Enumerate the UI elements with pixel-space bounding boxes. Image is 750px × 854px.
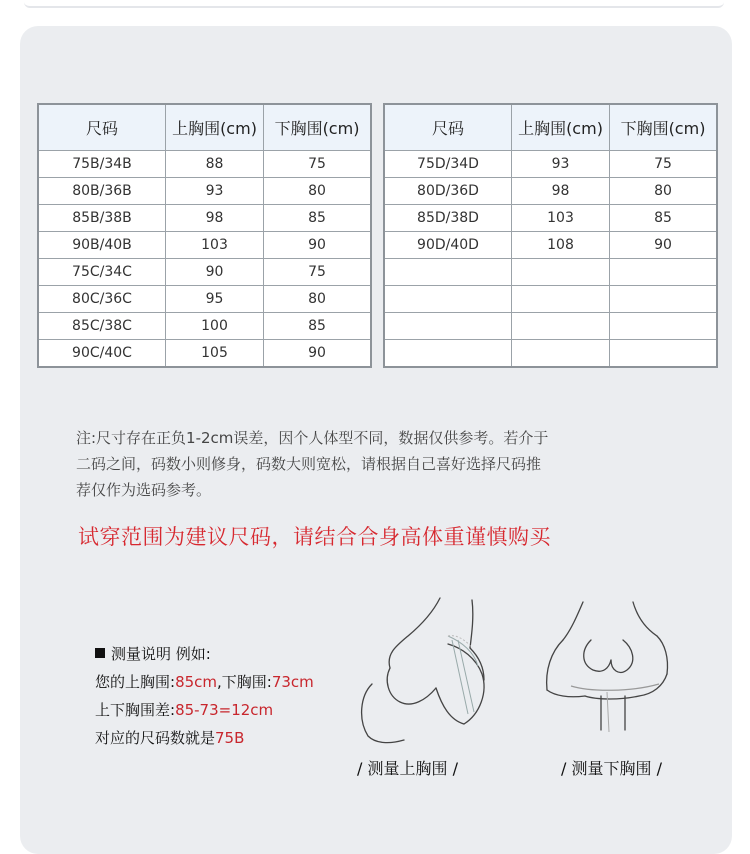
cell-size: 90B/40B [39,232,166,259]
table-row-empty [385,259,717,286]
cell-size: 85D/38D [385,205,512,232]
upper-value: 85cm [175,673,218,691]
cell-upper: 93 [166,178,264,205]
cell-size [385,286,512,313]
header-under-bust: 下胸围(cm) [264,105,371,151]
table-row [39,205,371,232]
cell-size: 80C/36C [39,286,166,313]
lower-prefix: ,下胸围: [217,673,272,691]
cell-under: 80 [264,178,371,205]
size-note [76,425,616,503]
cell-size [385,313,512,340]
diff-prefix: 上下胸围差: [95,701,176,719]
cell-under [610,313,717,340]
square-bullet-icon [95,648,105,658]
cell-upper: 108 [512,232,610,259]
cell-under [610,259,717,286]
measure-instructions [95,640,314,752]
header-upper-bust: 上胸围(cm) [166,105,264,151]
header-under-bust: 下胸围(cm) [610,105,717,151]
header-size: 尺码 [39,105,166,151]
cell-upper: 103 [166,232,264,259]
table-row-empty [385,286,717,313]
top-card-edge [24,0,724,8]
cell-upper: 105 [166,340,264,367]
header-upper-bust: 上胸围(cm) [512,105,610,151]
cell-upper [512,340,610,367]
cell-under: 85 [264,205,371,232]
table-row [385,205,717,232]
note-line: 注:尺寸存在正负1-2cm误差，因个人体型不同，数据仅供参考。若介于 [76,429,549,447]
table-row-empty [385,313,717,340]
cell-size: 90C/40C [39,340,166,367]
table-row-empty [385,340,717,367]
cell-under: 80 [264,286,371,313]
cell-under: 75 [264,151,371,178]
table-header-row [39,105,371,151]
cell-size: 75B/34B [39,151,166,178]
cell-size: 75D/34D [385,151,512,178]
cell-under: 75 [610,151,717,178]
measure-line-bust [95,668,314,696]
measure-line-result [95,724,314,752]
under-bust-measure-illustration [541,600,681,740]
caption-upper-bust: / 测量上胸围 / [357,759,458,778]
table-row [39,340,371,367]
lower-value: 73cm [271,673,314,691]
size-table-left [38,104,371,367]
cell-upper: 93 [512,151,610,178]
cell-under: 75 [264,259,371,286]
table-row [39,178,371,205]
cell-under: 80 [610,178,717,205]
table-row [39,259,371,286]
result-prefix: 对应的尺码数就是 [95,729,216,747]
note-line: 荐仅作为选码参考。 [76,481,212,499]
measure-title-text: 测量说明 例如: [111,645,211,663]
upper-prefix: 您的上胸围: [95,673,176,691]
result-value: 75B [215,729,245,747]
measure-line-diff [95,696,314,724]
size-table-right [384,104,717,367]
cell-size [385,259,512,286]
cell-upper [512,259,610,286]
cell-size: 85C/38C [39,313,166,340]
table-row [39,151,371,178]
cell-under: 90 [610,232,717,259]
upper-bust-measure-illustration [352,596,502,746]
table-row [385,151,717,178]
cell-upper: 103 [512,205,610,232]
header-size: 尺码 [385,105,512,151]
cell-under: 85 [264,313,371,340]
table-row [39,286,371,313]
cell-under [610,286,717,313]
cell-size: 85B/38B [39,205,166,232]
table-row [39,313,371,340]
cell-upper: 88 [166,151,264,178]
table-row [39,232,371,259]
cell-size: 90D/40D [385,232,512,259]
cell-upper [512,313,610,340]
note-line: 二码之间，码数小则修身，码数大则宽松，请根据自己喜好选择尺码推 [76,455,542,473]
cell-size: 80B/36B [39,178,166,205]
table-row [385,178,717,205]
cell-size: 80D/36D [385,178,512,205]
cell-upper: 95 [166,286,264,313]
cell-under: 90 [264,232,371,259]
diff-value: 85-73=12cm [175,701,274,719]
cell-under: 90 [264,340,371,367]
cell-upper: 98 [166,205,264,232]
measure-title [95,640,314,668]
cell-upper: 98 [512,178,610,205]
table-row [385,232,717,259]
fit-tip: 试穿范围为建议尺码，请结合合身高体重谨慎购买 [78,525,551,549]
cell-size: 75C/34C [39,259,166,286]
cell-upper [512,286,610,313]
cell-size [385,340,512,367]
caption-under-bust: / 测量下胸围 / [561,759,662,778]
cell-under [610,340,717,367]
cell-under: 85 [610,205,717,232]
cell-upper: 100 [166,313,264,340]
cell-upper: 90 [166,259,264,286]
table-header-row [385,105,717,151]
